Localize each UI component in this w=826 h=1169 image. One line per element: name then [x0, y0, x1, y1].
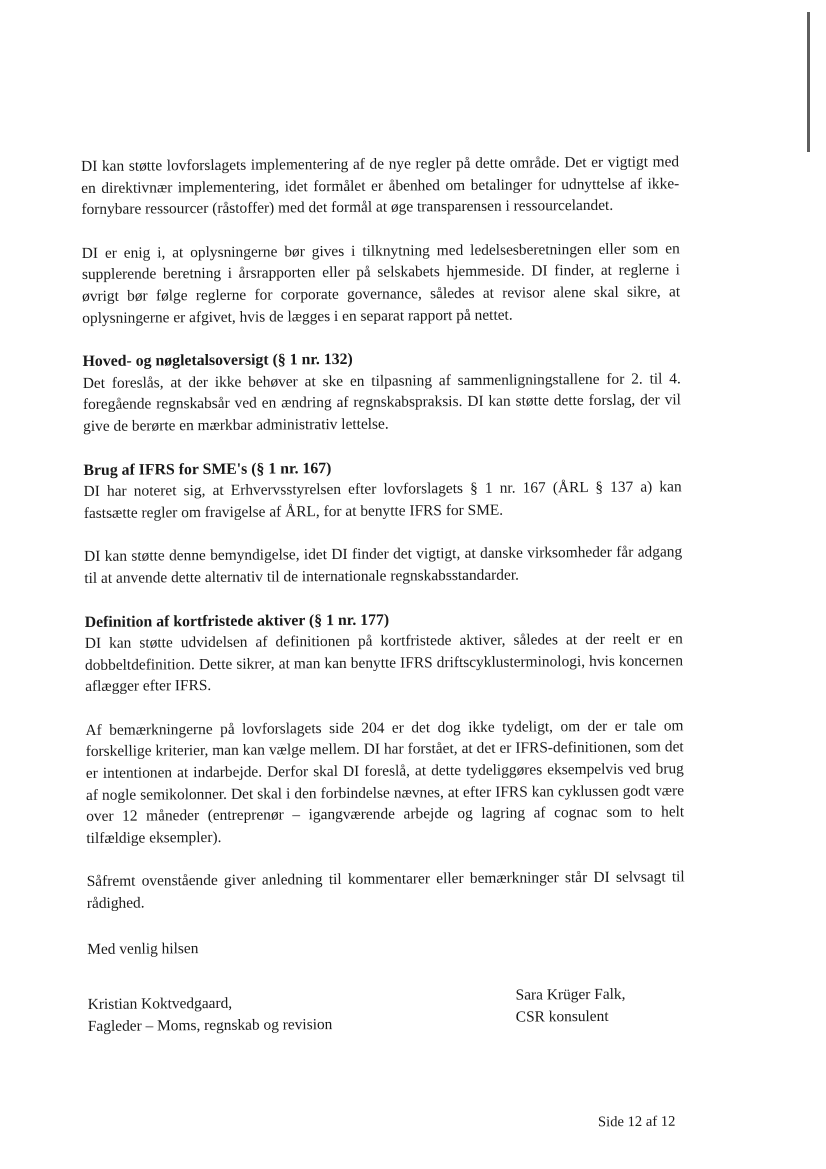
signatory-name: Kristian Koktvedgaard,	[87, 995, 233, 1014]
section-paragraph: DI kan støtte udvidelsen af definitionen på kortfristede aktiver, således at der reelt er en dobbeltdefinition. Dette sikrer, at man kan benytte IFRS driftscyklusterminologi, hvis koncernen aflægger efter IFRS.	[84, 630, 684, 696]
section-current-assets	[85, 607, 685, 915]
section-heading: Hoved- og nøgletalsoversigt (§ 1 nr. 132)	[82, 351, 353, 371]
section-paragraph: Af bemærkningerne på lovforslagets side 204 er det dog ikke tydeligt, om der er tale om forskellige kriterier, man kan vælge mellem. DI har forstået, at det er IFRS-definitionen, som det er intentionen at indarbejde. Derfor skal DI foreslå, at dette tydeliggøres eksempelvis ved brug af nogle semikolonner. Det skal i den forbindelse nævnes, at efter IFRS kan cyklussen godt være over 12 måneder (entreprenør – igangværende arbejde og lagring af cognac som to helt tilfældige eksempler).	[85, 717, 685, 847]
signatory-name: Sara Krüger Falk,	[515, 985, 626, 1004]
signature-block	[87, 985, 686, 1042]
signatory-left	[88, 992, 333, 1037]
letter-body	[81, 151, 686, 1042]
section-ifrs-sme	[83, 455, 682, 590]
signatory-right	[516, 984, 626, 1028]
section-key-figures	[83, 346, 682, 437]
section-paragraph: Såfremt ovenstående giver anledning til kommentarer eller bemærkninger står DI selvsagt til rådighed.	[86, 868, 685, 913]
intro-paragraph-2: DI er enig i, at oplysningerne bør gives i tilknytning med ledelsesberetningen eller som en supplerende beretning i årsrapporten eller på selskabets hjemmeside. DI finder, at reglerne i øvrigt bør følge reglerne for corporate governance, således at revisor alene skal sikre, at oplysningerne er afgivet, hvis de lægges i en separat rapport på nettet.	[81, 240, 681, 327]
scan-edge-mark	[807, 12, 810, 152]
signatory-title: Fagleder – Moms, regnskab og revision	[87, 1015, 333, 1035]
closing-greeting: Med venlig hilsen	[87, 939, 199, 958]
section-heading: Definition af kortfristede aktiver (§ 1 nr. 177)	[84, 611, 390, 631]
intro-paragraph-1: DI kan støtte lovforslagets implementering af de nye regler på dette område. Det er vigtigt med en direktivnær implementering, idet formålet er åbenhed om betalinger for udnyttelse af ikke-fornybare ressourcer (råstoffer) med det formål at øge transparensen i ressourcelandet.	[81, 153, 680, 219]
section-paragraph: DI har noteret sig, at Erhvervsstyrelsen efter lovforslagets § 1 nr. 167 (ÅRL § 137 a) kan fastsætte regler om fravigelse af ÅRL, for at benytte IFRS for SME.	[83, 478, 682, 522]
section-paragraph: DI kan støtte denne bemyndigelse, idet DI finder det vigtigt, at danske virksomheder får adgang til at anvende dette alternativ til de internationale regnskabsstandarder.	[84, 543, 683, 587]
signatory-title: CSR konsulent	[515, 1007, 609, 1026]
section-paragraph: Det foreslås, at der ikke behøver at ske en tilpasning af sammenligningstallene for 2. til 4. foregående regnskabsår ved en ændring af regnskabspraksis. DI kan støtte dette forslag, der vil give de berørte en mærkbar administrativ lettelse.	[82, 370, 682, 435]
page-number: Side 12 af 12	[597, 1113, 676, 1131]
section-heading: Brug af IFRS for SME's (§ 1 nr. 167)	[83, 459, 332, 479]
